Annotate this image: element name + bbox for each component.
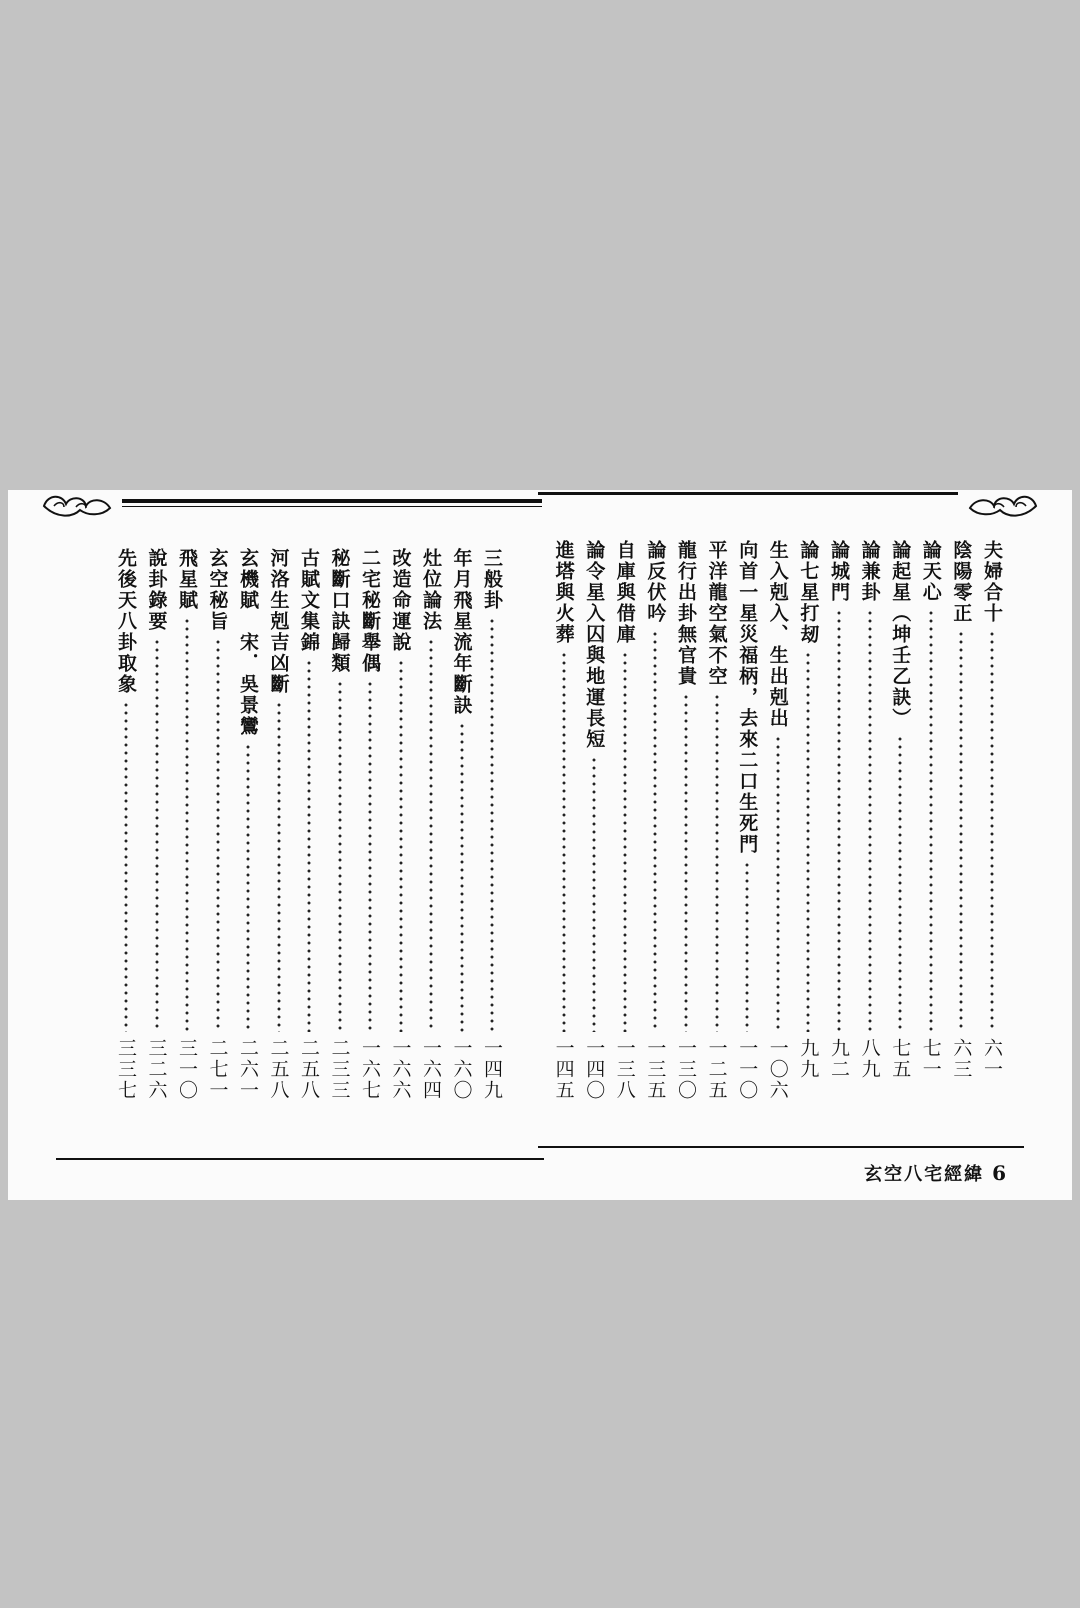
toc-entry-title: 論兼卦 — [858, 540, 881, 603]
header-rule-left-thin — [122, 506, 542, 507]
toc-entry-title: 論七星打刼 — [797, 540, 820, 645]
toc-entry-title: 河洛生剋吉凶斷 — [267, 548, 290, 695]
toc-entry — [611, 540, 639, 1100]
toc-entry-page: 一四五 — [552, 1038, 575, 1101]
leader-dots — [216, 638, 220, 1032]
leader-dots — [868, 609, 872, 1032]
toc-entry-page: 一〇六 — [766, 1038, 789, 1101]
toc-entry-page: 三一〇 — [176, 1038, 198, 1101]
toc-entry-page: 二三三 — [328, 1038, 351, 1101]
leader-dots — [124, 701, 128, 1032]
toc-entry — [204, 548, 232, 1108]
toc-entry-page: 九二 — [828, 1038, 850, 1080]
leader-dots — [155, 638, 159, 1032]
toc-entry-title: 二宅秘斷舉偶 — [359, 548, 381, 674]
leader-dots — [185, 617, 189, 1032]
leader-dots — [429, 638, 433, 1032]
leader-dots — [246, 743, 250, 1032]
toc-entry-title: 自庫與借庫 — [613, 540, 636, 645]
cloud-ornament-left-icon — [40, 492, 120, 520]
toc-entry-page: 一三五 — [644, 1038, 667, 1101]
toc-entry — [856, 540, 884, 1100]
leader-dots — [562, 651, 566, 1032]
toc-entry — [550, 540, 578, 1100]
leader-dots — [715, 693, 719, 1032]
toc-entry — [234, 548, 262, 1108]
toc-entry-title: 平洋龍空氣不空 — [705, 540, 728, 687]
toc-entry-page: 七五 — [889, 1038, 912, 1080]
toc-entry-page: 六三 — [950, 1038, 973, 1080]
leader-dots — [837, 609, 841, 1032]
leader-dots — [277, 701, 281, 1032]
leader-dots — [990, 630, 994, 1032]
toc-entry — [387, 548, 415, 1108]
toc-entry — [917, 540, 945, 1100]
toc-entry-page: 三二六 — [145, 1038, 168, 1101]
toc-entry — [112, 548, 140, 1108]
leader-dots — [399, 659, 403, 1032]
toc-entry-title: 先後天八卦取象 — [115, 548, 137, 695]
toc-entry — [478, 548, 506, 1108]
toc-entry-title: 進塔與火葬 — [552, 540, 575, 645]
toc-entry-page: 一三〇 — [675, 1038, 697, 1101]
toc-entry-page: 一一〇 — [736, 1038, 759, 1101]
toc-entry — [703, 540, 731, 1100]
toc-entry-page: 二七一 — [206, 1038, 229, 1101]
toc-entry — [672, 540, 700, 1100]
toc-entry — [764, 540, 792, 1100]
book-title: 玄空八宅經緯 — [864, 1164, 985, 1185]
toc-entry — [448, 548, 476, 1108]
toc-entry-title: 年月飛星流年斷訣 — [450, 548, 473, 716]
leader-dots — [745, 861, 749, 1032]
footer-rule-left — [56, 1158, 544, 1160]
toc-entry — [733, 540, 761, 1100]
toc-entry-page: 一六六 — [389, 1038, 412, 1101]
leader-dots — [959, 630, 963, 1032]
toc-entry-title: 龍行出卦無官貴 — [675, 540, 697, 687]
toc-entry — [356, 548, 384, 1108]
toc-entry-page: 一四九 — [481, 1038, 503, 1101]
leader-dots — [929, 609, 933, 1032]
toc-entry-title: 論令星入囚與地運長短 — [583, 540, 606, 750]
leader-dots — [307, 659, 311, 1032]
toc-entry-title: 論起星（坤壬乙訣） — [889, 540, 912, 729]
toc-entry-page: 一二五 — [705, 1038, 728, 1101]
toc-entry — [417, 548, 445, 1108]
leader-dots — [460, 722, 464, 1032]
header-rule-left — [122, 499, 542, 503]
toc-entry-title: 改造命運說 — [389, 548, 412, 653]
toc-entry-title: 生入剋入、生出剋出 — [766, 540, 789, 729]
toc-entry-page: 七一 — [919, 1038, 942, 1080]
leader-dots — [776, 735, 780, 1032]
toc-entry-page: 六一 — [981, 1038, 1003, 1080]
toc-entry — [265, 548, 293, 1108]
book-spread — [8, 490, 1072, 1200]
toc-entry-title: 論反伏吟 — [644, 540, 667, 624]
toc-entry-title: 向首一星災福柄，去來二口生死門 — [736, 540, 759, 855]
leader-dots — [806, 651, 810, 1032]
toc-entry — [978, 540, 1006, 1100]
toc-entry — [947, 540, 975, 1100]
page-number: 6 — [992, 1161, 1008, 1185]
toc-entry — [295, 548, 323, 1108]
toc-entry-page: 二五八 — [298, 1038, 320, 1101]
toc-entry-page: 二五八 — [267, 1038, 290, 1101]
leader-dots — [338, 680, 342, 1032]
toc-entry-page: 一三八 — [613, 1038, 636, 1101]
toc-entry-title: 飛星賦 — [176, 548, 198, 611]
toc-entry — [825, 540, 853, 1100]
toc-entry-title: 灶位論法 — [420, 548, 442, 632]
toc-entry-title: 論城門 — [828, 540, 850, 603]
toc-entry — [794, 540, 822, 1100]
leader-dots — [490, 617, 494, 1032]
leader-dots — [653, 630, 657, 1032]
header-rule-right — [538, 492, 958, 495]
leader-dots — [368, 680, 372, 1032]
toc-entry-page: 一六〇 — [450, 1038, 473, 1101]
toc-entry — [641, 540, 669, 1100]
leader-dots — [898, 735, 902, 1032]
toc-entry — [173, 548, 201, 1108]
toc-entry-page: 二六一 — [237, 1038, 259, 1101]
leader-dots — [623, 651, 627, 1032]
toc-entry-page: 三三七 — [115, 1038, 137, 1101]
leader-dots — [684, 693, 688, 1032]
toc-entry-page: 一六四 — [420, 1038, 442, 1101]
toc-entry-title: 古賦文集錦 — [298, 548, 320, 653]
toc-entry-title: 秘斷口訣歸類 — [328, 548, 351, 674]
cloud-ornament-right-icon — [960, 492, 1040, 520]
toc-entry-title: 玄空秘旨 — [206, 548, 229, 632]
toc-entry-title: 三般卦 — [481, 548, 503, 611]
toc-entry-page: 八九 — [858, 1038, 881, 1080]
toc-entry-title: 夫婦合十 — [981, 540, 1003, 624]
leader-dots — [592, 756, 596, 1032]
toc-entry-title: 論天心 — [919, 540, 942, 603]
toc-entry-page: 一六七 — [359, 1038, 381, 1101]
toc-entry — [143, 548, 171, 1108]
toc-entry-title: 說卦錄要 — [145, 548, 168, 632]
toc-entry-title: 玄機賦 宋．吳景鸞 — [237, 548, 259, 737]
toc-entry — [326, 548, 354, 1108]
toc-entry-page: 九九 — [797, 1038, 820, 1080]
toc-entry-page: 一四〇 — [583, 1038, 606, 1101]
toc-entry-title: 陰陽零正 — [950, 540, 973, 624]
toc-entry — [886, 540, 914, 1100]
toc-entry — [580, 540, 608, 1100]
footer-rule-right — [538, 1146, 1024, 1148]
running-footer — [864, 1160, 1008, 1186]
